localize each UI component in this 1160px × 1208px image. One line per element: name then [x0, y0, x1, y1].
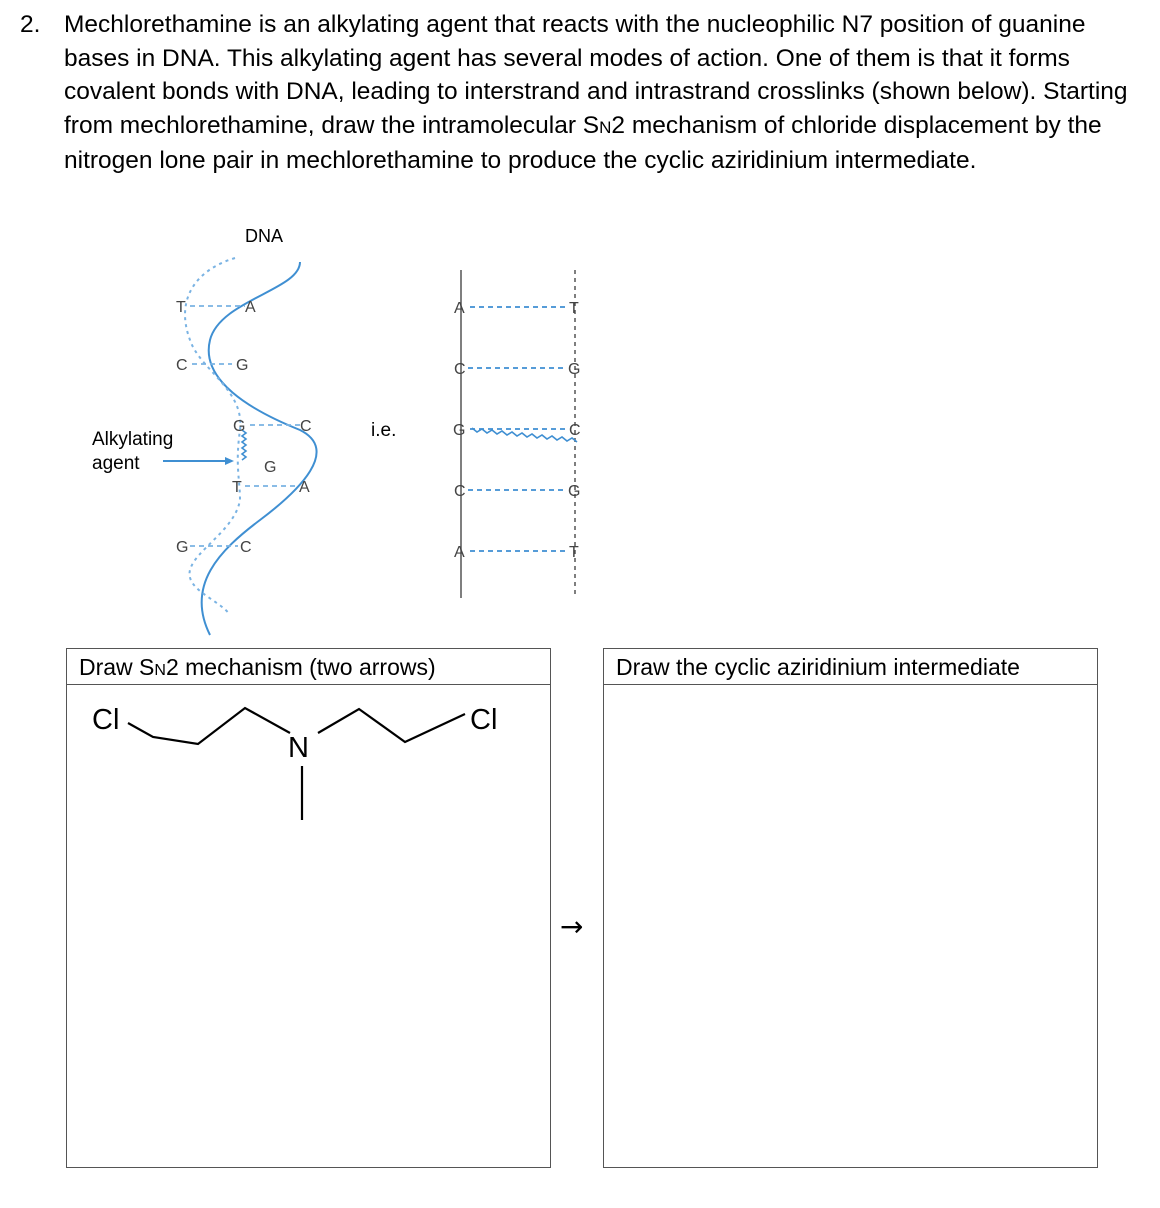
svg-text:G: G — [236, 357, 249, 374]
reaction-arrow: → — [560, 910, 584, 943]
svg-text:A: A — [454, 544, 465, 561]
svg-text:G: G — [453, 422, 466, 439]
svg-text:C: C — [176, 357, 188, 374]
svg-text:G: G — [176, 539, 189, 556]
svg-text:agent: agent — [92, 453, 140, 474]
svg-text:G: G — [264, 459, 277, 476]
question-text: Mechlorethamine is an alkylating agent that reacts with the nucleophilic N7 position of guanine bases in DNA. This alkylating agent has several modes of action. One of them is that it forms covalent bonds with DNA, leading to interstrand and intrastrand crosslinks (shown below). Starting from mechlorethamine, draw the intramolecular SN2 mechanism of chloride displacement by the nitrogen lone pair in mechlorethamine to produce the cyclic aziridinium intermediate. — [64, 11, 1128, 174]
helix-strand-solid — [202, 262, 317, 635]
ie-label: i.e. — [371, 420, 397, 441]
svg-text:A: A — [454, 300, 465, 317]
svg-text:C: C — [240, 539, 252, 556]
svg-text:T: T — [569, 300, 579, 317]
question-number: 2. — [20, 11, 41, 38]
svg-text:G: G — [233, 418, 246, 435]
svg-text:A: A — [245, 299, 256, 316]
svg-text:G: G — [568, 361, 581, 378]
ladder-crosslink — [472, 428, 577, 442]
mechanism-box-header: Draw SN2 mechanism (two arrows) — [67, 649, 550, 685]
alkylating-agent-label: Alkylating — [92, 429, 174, 450]
svg-text:C: C — [300, 418, 312, 435]
dna-title: DNA — [244, 226, 284, 246]
svg-text:T: T — [569, 544, 579, 561]
svg-text:G: G — [568, 483, 581, 500]
chlorine-left: Cl — [92, 704, 120, 736]
chlorine-right: Cl — [470, 704, 498, 736]
aziridinium-box-header: Draw the cyclic aziridinium intermediate — [604, 649, 1097, 685]
nitrogen-atom: N — [288, 732, 309, 764]
svg-text:C: C — [454, 483, 466, 500]
mechanism-drawing-box[interactable] — [66, 648, 551, 1168]
svg-text:T: T — [176, 299, 186, 316]
svg-text:A: A — [299, 479, 310, 496]
svg-text:C: C — [569, 422, 581, 439]
svg-text:C: C — [454, 361, 466, 378]
svg-text:T: T — [232, 479, 242, 496]
aziridinium-drawing-box[interactable] — [603, 648, 1098, 1168]
